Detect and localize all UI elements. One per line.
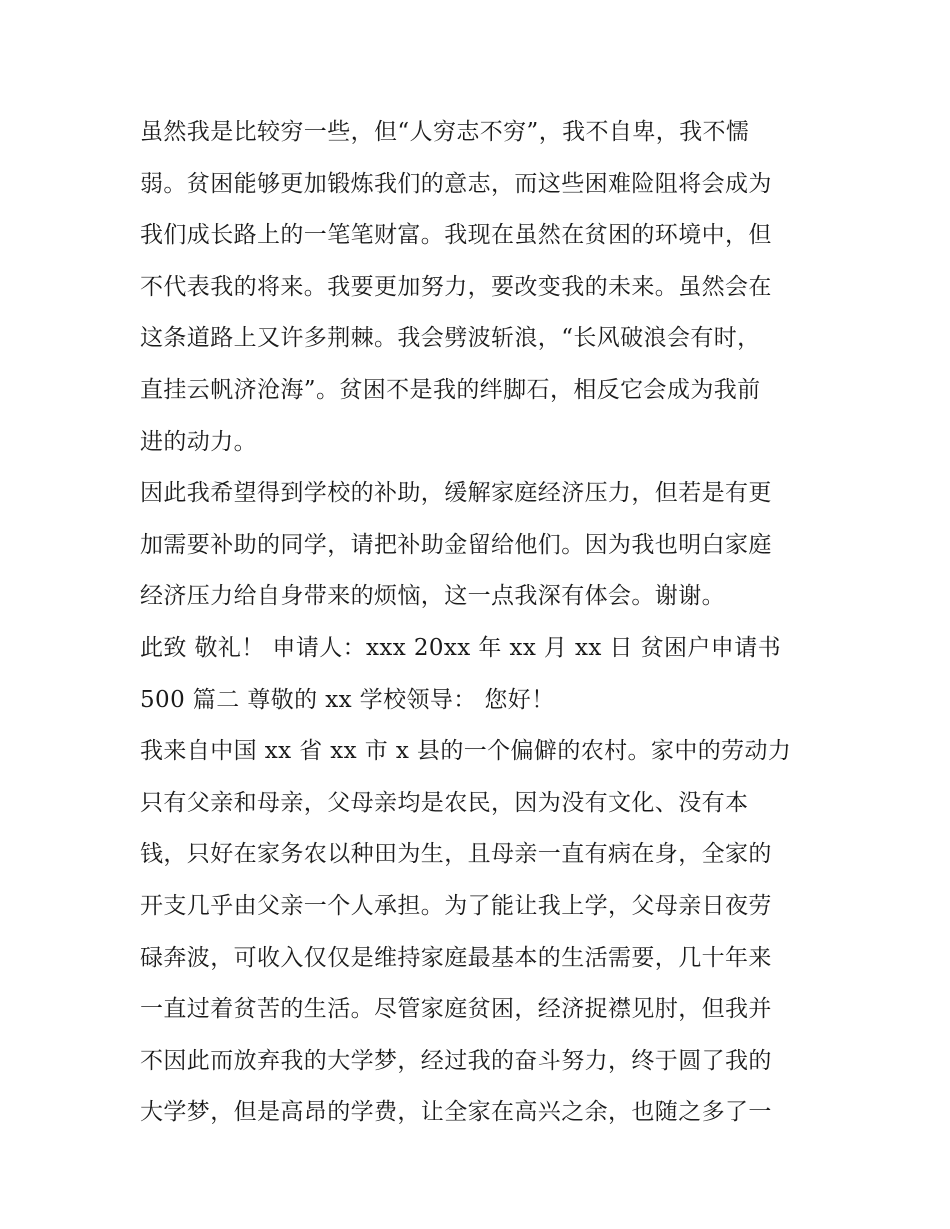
text-line: 不因此而放弃我的大学梦，经过我的奋斗努力，终于圆了我的 [140, 1047, 772, 1074]
text-line: 不代表我的将来。我要更加努力，要改变我的未来。虽然会在 [140, 273, 772, 300]
text-line: 大学梦，但是高昂的学费，让全家在高兴之余，也随之多了一 [140, 1099, 772, 1126]
text-line: 只有父亲和母亲，父母亲均是农民，因为没有文化、没有本 [140, 789, 749, 816]
document-body [140, 107, 815, 1139]
text-line: 这条道路上又许多荆棘。我会劈波斩浪，“长风破浪会有时， [140, 325, 761, 352]
text-line: 我们成长路上的一笔笔财富。我现在虽然在贫困的环境中，但 [140, 222, 772, 249]
text-line: 一直过着贫苦的生活。尽管家庭贫困，经济捉襟见肘，但我并 [140, 996, 772, 1023]
text-line: 进的动力。 [140, 428, 257, 455]
text-line: 直挂云帆济沧海”。贫困不是我的绊脚石，相反它会成为我前 [140, 376, 761, 403]
text-line: 开支几乎由父亲一个人承担。为了能让我上学，父母亲日夜劳 [140, 892, 772, 919]
text-line: 此致 敬礼！ 申请人：xxx 20xx 年 xx 月 xx 日 贫困户申请书 [140, 634, 782, 661]
text-line: 钱，只好在家务农以种田为生，且母亲一直有病在身，全家的 [140, 841, 772, 868]
text-line: 我来自中国 xx 省 xx 市 x 县的一个偏僻的农村。家中的劳动力 [140, 738, 792, 765]
text-line: 因此我希望得到学校的补助，缓解家庭经济压力，但若是有更 [140, 480, 772, 507]
text-line: 经济压力给自身带来的烦恼，这一点我深有体会。谢谢。 [140, 583, 725, 610]
text-line: 加需要补助的同学，请把补助金留给他们。因为我也明白家庭 [140, 531, 772, 558]
text-line: 虽然我是比较穷一些，但“人穷志不穷”，我不自卑，我不懦 [140, 119, 750, 145]
text-line: 碌奔波，可收入仅仅是维持家庭最基本的生活需要，几十年来 [140, 944, 772, 971]
text-line: 500 篇二 尊敬的 xx 学校领导： 您好！ [140, 686, 555, 713]
text-line: 弱。贫困能够更加锻炼我们的意志，而这些困难险阻将会成为 [140, 170, 772, 197]
